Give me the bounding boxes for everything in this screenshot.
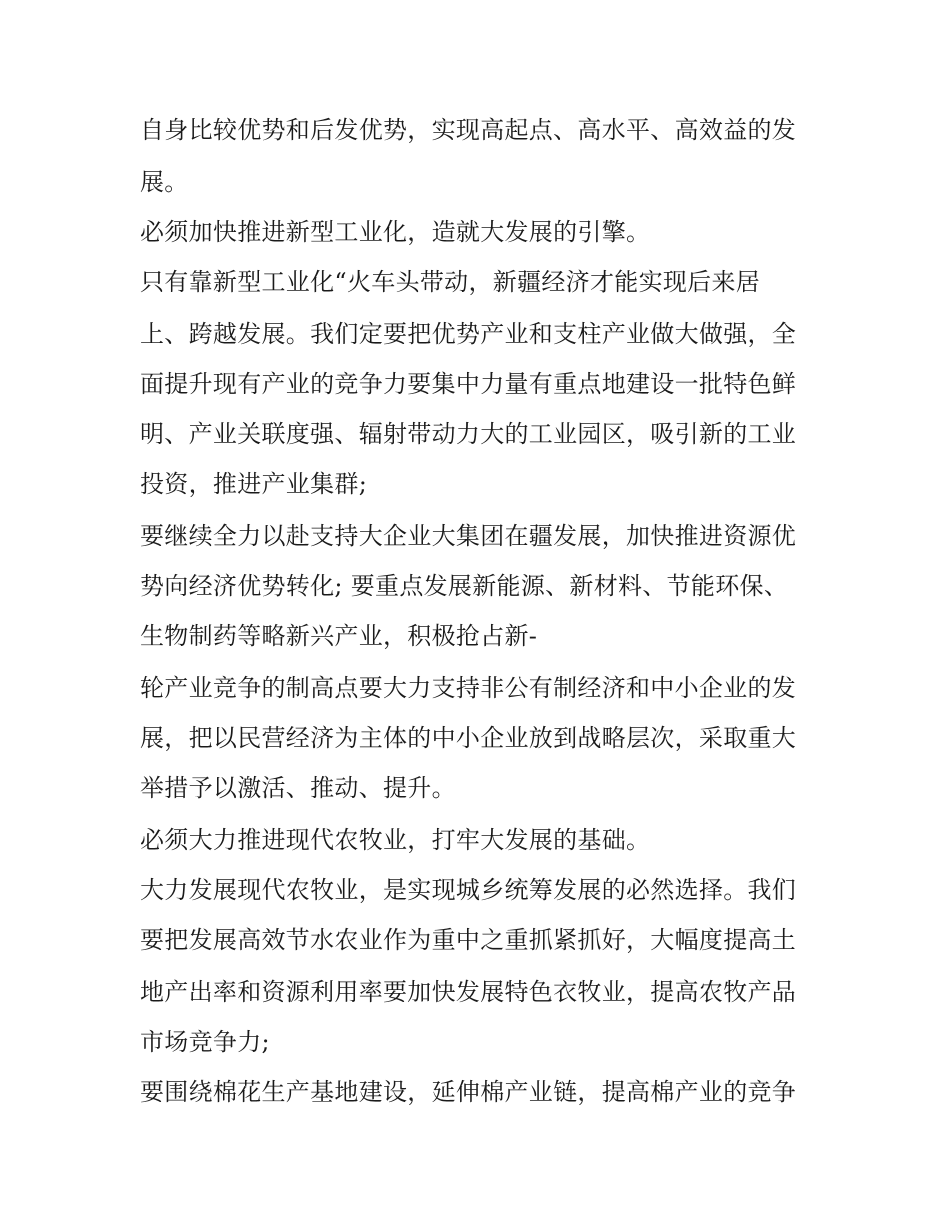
text-line-2: 展。 — [140, 168, 189, 196]
text-line-13: 展，把以民营经济为主体的中小企业放到战略层次，采取重大 — [140, 724, 797, 752]
text-line-16: 大力发展现代农牧业，是实现城乡统筹发展的必然选择。我们 — [140, 876, 797, 904]
text-line-1: 自身比较优势和后发优势，实现高起点、高水平、高效益的发 — [140, 116, 797, 144]
text-line-4: 只有靠新型工业化“火车头带动，新疆经济才能实现后来居 — [140, 268, 761, 296]
text-line-14: 举措予以激活、推动、提升。 — [140, 774, 456, 802]
text-line-6: 面提升现有产业的竞争力要集中力量有重点地建设一批特色鲜 — [140, 370, 797, 398]
text-line-20: 要围绕棉花生产基地建设，延伸棉产业链，提高棉产业的竞争 — [140, 1078, 797, 1106]
text-line-10: 势向经济优势转化; 要重点发展新能源、新材料、节能环保、 — [140, 572, 789, 600]
text-line-3: 必须加快推进新型工业化，造就大发展的引擎。 — [140, 218, 651, 246]
text-line-11: 生物制药等略新兴产业，积极抢占新- — [140, 622, 538, 650]
text-line-12: 轮产业竞争的制高点要大力支持非公有制经济和中小企业的发 — [140, 674, 797, 702]
text-line-9: 要继续全力以赴支持大企业大集团在疆发展，加快推进资源优 — [140, 522, 797, 550]
text-line-15: 必须大力推进现代农牧业，打牢大发展的基础。 — [140, 826, 651, 854]
text-line-5: 上、跨越发展。我们定要把优势产业和支柱产业做大做强，全 — [140, 320, 797, 348]
text-line-17: 要把发展高效节水农业作为重中之重抓紧抓好，大幅度提高土 — [140, 926, 797, 954]
text-line-8: 投资，推进产业集群; — [140, 470, 368, 498]
text-line-18: 地产出率和资源利用率要加快发展特色衣牧业，提高农牧产品 — [140, 978, 797, 1006]
text-line-7: 明、产业关联度强、辐射带动力大的工业园区，吸引新的工业 — [140, 420, 797, 448]
text-line-19: 市场竞争力; — [140, 1028, 270, 1056]
